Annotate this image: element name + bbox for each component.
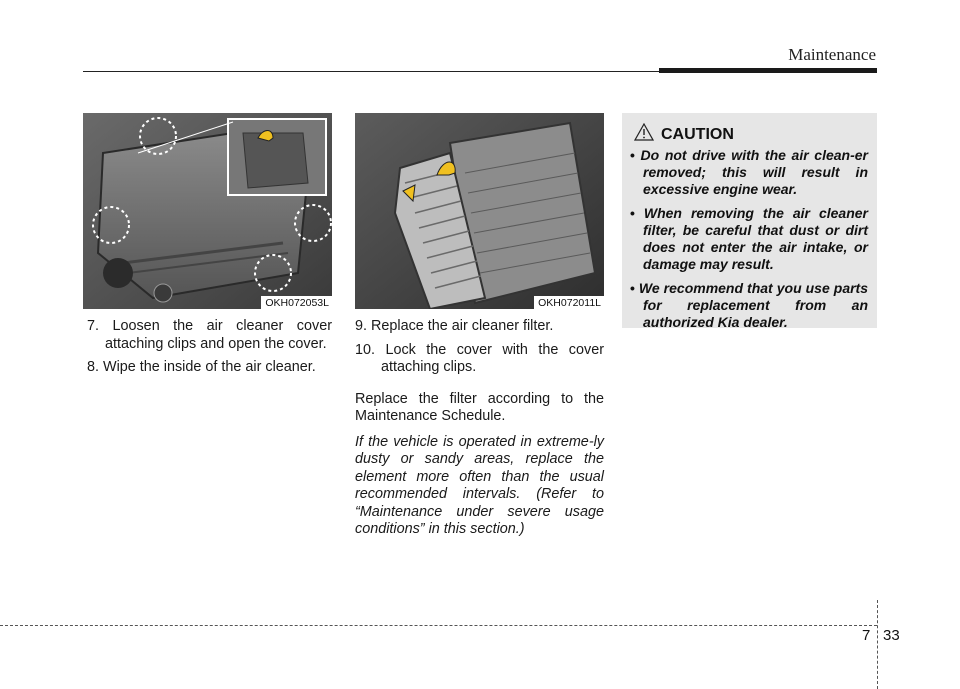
caution-title: CAUTION: [661, 125, 734, 143]
step-9: 9. Replace the air cleaner filter.: [355, 318, 554, 334]
left-column-text: [87, 318, 332, 383]
step-8: 8. Wipe the inside of the air cleaner.: [87, 359, 316, 375]
figure-code-right: OKH072011L: [534, 296, 604, 309]
footer-divider: [877, 600, 878, 689]
caution-item: • We recommend that you use parts for replacement from an authorized Kia dealer.: [630, 280, 868, 331]
caution-item: • When removing the air cleaner filter, be careful that dust or dirt does not enter the air intake, or damage may result.: [630, 205, 868, 273]
step-10: 10. Lock the cover with the cover attaching clips.: [355, 341, 604, 375]
air-cleaner-cover-photo: [83, 113, 332, 309]
figure-code-left: OKH072053L: [261, 296, 332, 309]
header-rule-accent: [659, 68, 877, 73]
section-title: Maintenance: [788, 45, 876, 64]
air-filter-replacement-photo: [355, 113, 604, 309]
step-7: 7. Loosen the air cleaner cover attaching clips and open the cover.: [87, 318, 332, 352]
header-rule: [83, 71, 659, 72]
dusty-conditions-note: If the vehicle is operated in extreme-ly dusty or sandy areas, replace the element more often than the usual recommended intervals. (Refer to “Maintenance under severe usage conditions” in this section.): [355, 433, 604, 537]
caution-list: [630, 147, 868, 338]
middle-column-text: [355, 318, 604, 553]
warning-triangle-icon: [634, 123, 654, 146]
filter-schedule-paragraph: Replace the filter according to the Maintenance Schedule.: [355, 390, 604, 424]
caution-item: • Do not drive with the air clean-er removed; this will result in excessive engine wear.: [630, 147, 868, 198]
caution-header: [634, 123, 734, 146]
chapter-number: 7: [862, 627, 871, 644]
page-number: 33: [883, 627, 900, 644]
footer-rule: [0, 625, 877, 626]
caution-box: [622, 113, 877, 328]
